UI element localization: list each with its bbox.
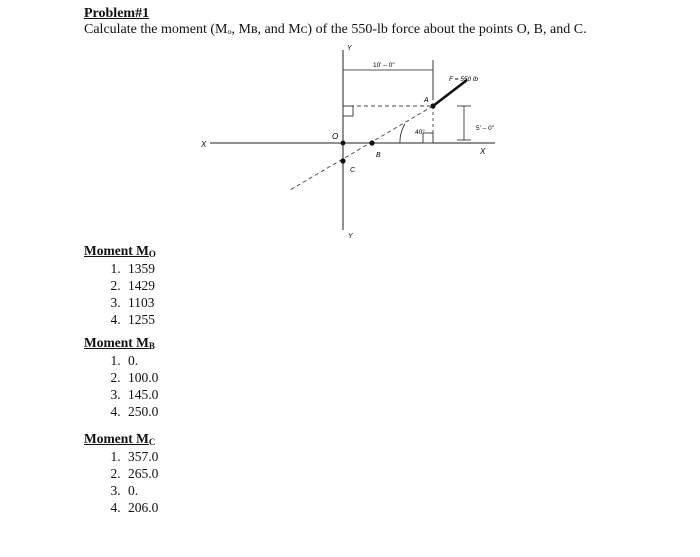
force-label: F = 550 lb xyxy=(449,76,478,83)
moment-b-option-1: 1. 0. xyxy=(124,352,158,369)
moment-c-title: Moment $M_C$ xyxy=(84,431,156,447)
axis-x-left-label: X xyxy=(201,140,207,149)
moment-o-option-2: 2. 1429 xyxy=(124,277,156,294)
moment-o-section xyxy=(84,243,156,328)
moment-c-section xyxy=(84,431,158,516)
moment-c-option-2: 2. 265.0 xyxy=(124,465,158,482)
moment-b-option-4: 4. 250.0 xyxy=(124,403,158,420)
moment-b-options xyxy=(84,352,158,420)
point-a-dot xyxy=(430,103,435,108)
right-angle-marker-top xyxy=(343,106,353,116)
moment-o-option-1: 1. 1359 xyxy=(124,260,156,277)
point-b-label: B xyxy=(376,152,381,159)
moment-b-section xyxy=(84,335,158,420)
moment-b-option-2: 2. 100.0 xyxy=(124,369,158,386)
axis-x-right-label: X xyxy=(480,147,486,156)
dim-horizontal-label: 10' – 0" xyxy=(373,62,395,69)
force-vector xyxy=(433,80,467,106)
problem-title: Problem#1 xyxy=(84,6,150,21)
axis-y-top-label: Y xyxy=(347,45,352,52)
point-o-label: O xyxy=(332,132,339,141)
moment-o-option-4: 4. 1255 xyxy=(124,311,156,328)
point-c-label: C xyxy=(350,167,356,174)
moment-c-option-3: 3. 0. xyxy=(124,482,158,499)
point-a-label: A xyxy=(424,97,429,104)
moment-c-option-1: 1. 357.0 xyxy=(124,448,158,465)
line-of-action xyxy=(290,106,433,190)
axis-y-bottom-label: Y xyxy=(348,233,353,240)
moment-o-options xyxy=(84,260,156,328)
force-diagram xyxy=(195,40,505,245)
angle-arc xyxy=(400,124,405,143)
moment-o-option-3: 3. 1103 xyxy=(124,294,156,311)
dim-vertical-label: 5' – 0" xyxy=(476,125,495,132)
point-b-dot xyxy=(369,140,374,145)
moment-c-option-4: 4. 206.0 xyxy=(124,499,158,516)
moment-o-title: Moment $M_O$ xyxy=(84,243,156,259)
point-o-dot xyxy=(341,141,346,146)
point-c-dot xyxy=(340,158,345,163)
moment-c-options xyxy=(84,448,158,516)
problem-question: Calculate the moment (Mₒ, Mʙ, and Mᴄ) of the 550-lb force about the points O, B, and C. xyxy=(84,22,587,37)
moment-b-title: Moment $M_B$ xyxy=(84,335,155,351)
angle-label: 40° xyxy=(415,129,425,136)
moment-b-option-3: 3. 145.0 xyxy=(124,386,158,403)
